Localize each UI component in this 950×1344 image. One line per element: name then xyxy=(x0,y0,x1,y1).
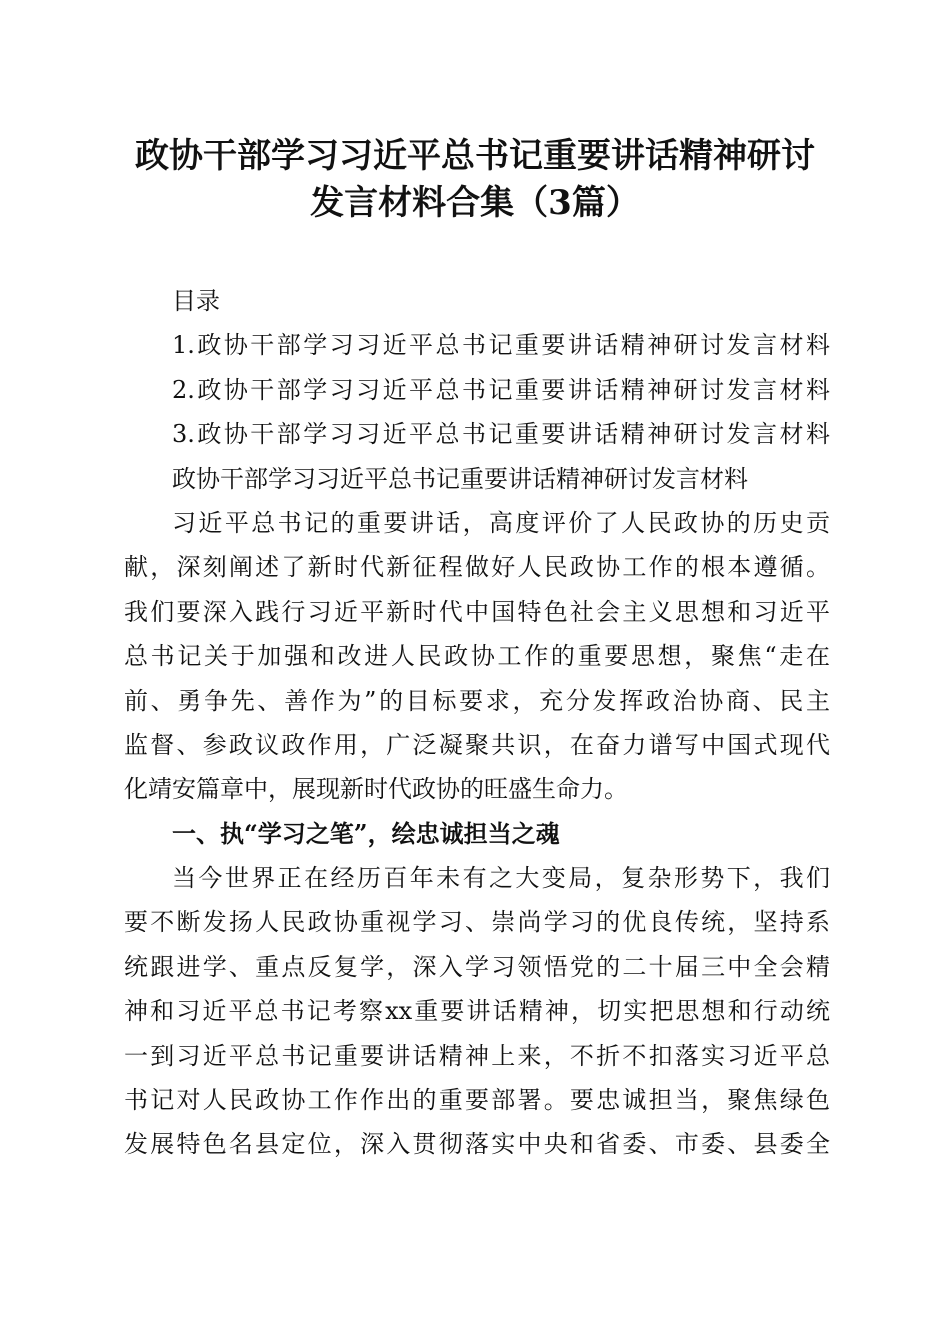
title-line-1: 政协干部学习习近平总书记重要讲话精神研讨 xyxy=(135,136,815,176)
paragraph-line: 我们要深入践行习近平新时代中国特色社会主义思想和习近平 xyxy=(124,597,830,626)
toc-item-2: 2.政协干部学习习近平总书记重要讲话精神研讨发言材料 xyxy=(172,375,830,404)
section-heading-1: 一、执“学习之笔”，绘忠诚担当之魂 xyxy=(172,818,560,848)
toc-item-3: 3.政协干部学习习近平总书记重要讲话精神研讨发言材料 xyxy=(172,420,830,449)
paragraph-line: 发展特色名县定位，深入贯彻落实中央和省委、市委、县委全 xyxy=(124,1130,830,1159)
paragraph-line: 监督、参政议政作用，广泛凝聚共识，在奋力谱写中国式现代 xyxy=(124,730,830,759)
toc-label: 目录 xyxy=(172,287,220,315)
paragraph-line: 献，深刻阐述了新时代新征程做好人民政协工作的根本遵循。 xyxy=(124,553,830,582)
section-1-paragraph xyxy=(124,856,830,1167)
paragraph-line: 前、勇争先、善作为”的目标要求，充分发挥政治协商、民主 xyxy=(124,686,830,715)
paragraph-line: 统跟进学、重点反复学，深入学习领悟党的二十届三中全会精 xyxy=(124,952,830,981)
paragraph-line: 一到习近平总书记重要讲话精神上来，不折不扣落实习近平总 xyxy=(124,1041,830,1070)
article-title: 政协干部学习习近平总书记重要讲话精神研讨发言材料 xyxy=(172,464,748,493)
document-title xyxy=(100,133,850,227)
paragraph-line: 神和习近平总书记考察xx重要讲话精神，切实把思想和行动统 xyxy=(124,997,830,1026)
paragraph-line: 习近平总书记的重要讲话，高度评价了人民政协的历史贡 xyxy=(172,508,830,537)
paragraph-line: 书记对人民政协工作作出的重要部署。要忠诚担当，聚焦绿色 xyxy=(124,1086,830,1115)
paragraph-line: 化靖安篇章中，展现新时代政协的旺盛生命力。 xyxy=(124,775,628,804)
title-line-2: 发言材料合集（3篇） xyxy=(310,183,640,223)
paragraph-line: 当今世界正在经历百年未有之大变局，复杂形势下，我们 xyxy=(172,864,830,893)
document-body xyxy=(124,279,830,1167)
intro-paragraph xyxy=(124,501,830,812)
paragraph-line: 总书记关于加强和改进人民政协工作的重要思想，聚焦“走在 xyxy=(124,642,830,671)
paragraph-line: 要不断发扬人民政协重视学习、崇尚学习的优良传统，坚持系 xyxy=(124,908,830,937)
toc-item-1: 1.政协干部学习习近平总书记重要讲话精神研讨发言材料 xyxy=(172,331,830,360)
